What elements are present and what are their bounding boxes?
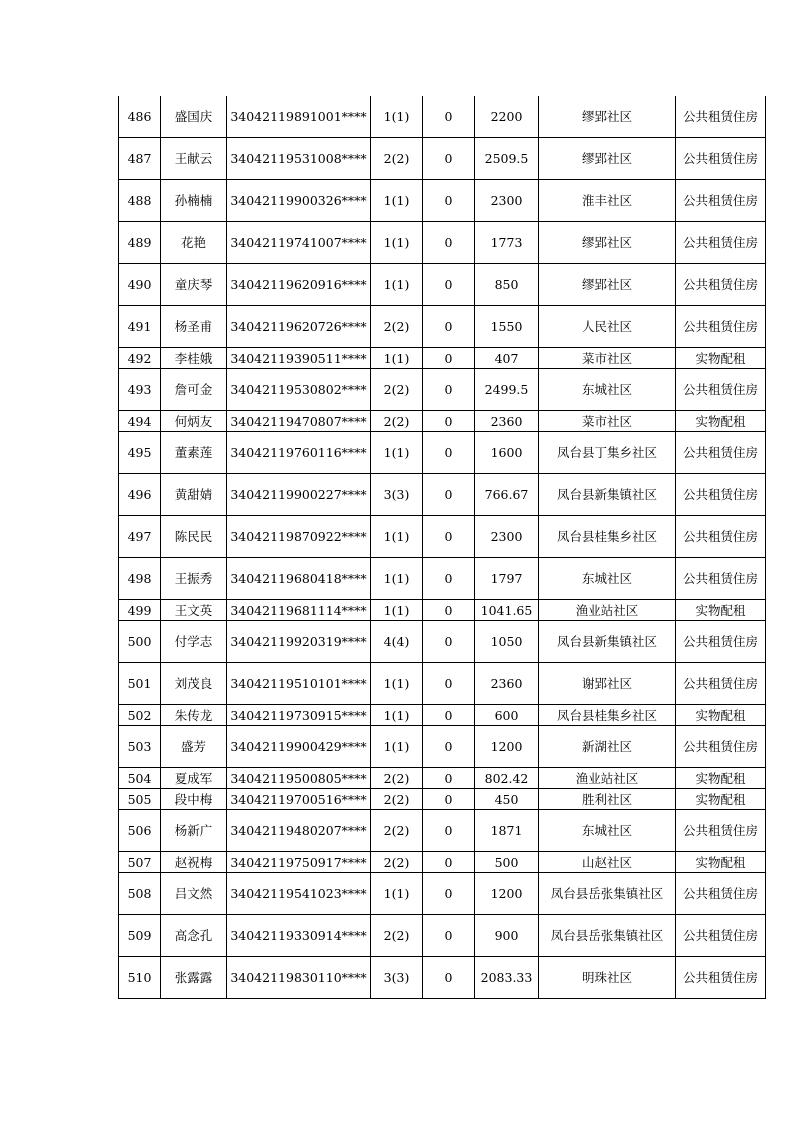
community-cell: 东城社区	[539, 369, 676, 411]
community-cell: 凤台县丁集乡社区	[539, 432, 676, 474]
table-row	[119, 705, 766, 726]
name-cell: 朱传龙	[161, 705, 227, 726]
row-number-cell: 487	[119, 138, 161, 180]
household-size-cell: 1(1)	[371, 705, 423, 726]
count-cell: 0	[423, 726, 475, 768]
id-number-cell: 34042119870922****	[227, 516, 371, 558]
community-cell: 谢郢社区	[539, 663, 676, 705]
count-cell: 0	[423, 411, 475, 432]
table-row	[119, 180, 766, 222]
amount-cell: 1041.65	[475, 600, 539, 621]
count-cell: 0	[423, 852, 475, 873]
housing-type-cell: 公共租赁住房	[676, 810, 766, 852]
row-number-cell: 488	[119, 180, 161, 222]
table-row	[119, 516, 766, 558]
table-row	[119, 663, 766, 705]
community-cell: 菜市社区	[539, 411, 676, 432]
community-cell: 渔业站社区	[539, 600, 676, 621]
amount-cell: 1773	[475, 222, 539, 264]
count-cell: 0	[423, 222, 475, 264]
count-cell: 0	[423, 348, 475, 369]
household-size-cell: 2(2)	[371, 369, 423, 411]
name-cell: 盛国庆	[161, 96, 227, 138]
household-size-cell: 2(2)	[371, 852, 423, 873]
household-size-cell: 2(2)	[371, 789, 423, 810]
table-row	[119, 789, 766, 810]
row-number-cell: 496	[119, 474, 161, 516]
housing-type-cell: 实物配租	[676, 789, 766, 810]
name-cell: 杨圣甫	[161, 306, 227, 348]
row-number-cell: 490	[119, 264, 161, 306]
household-size-cell: 1(1)	[371, 516, 423, 558]
amount-cell: 2300	[475, 180, 539, 222]
community-cell: 凤台县桂集乡社区	[539, 516, 676, 558]
row-number-cell: 493	[119, 369, 161, 411]
household-size-cell: 1(1)	[371, 180, 423, 222]
community-cell: 人民社区	[539, 306, 676, 348]
id-number-cell: 34042119500805****	[227, 768, 371, 789]
table-row	[119, 600, 766, 621]
count-cell: 0	[423, 705, 475, 726]
household-size-cell: 1(1)	[371, 558, 423, 600]
amount-cell: 2360	[475, 411, 539, 432]
table-row	[119, 852, 766, 873]
household-size-cell: 3(3)	[371, 957, 423, 999]
community-cell: 凤台县新集镇社区	[539, 621, 676, 663]
amount-cell: 2300	[475, 516, 539, 558]
household-size-cell: 2(2)	[371, 768, 423, 789]
amount-cell: 1871	[475, 810, 539, 852]
amount-cell: 1550	[475, 306, 539, 348]
table-row	[119, 348, 766, 369]
name-cell: 刘茂良	[161, 663, 227, 705]
housing-type-cell: 公共租赁住房	[676, 306, 766, 348]
amount-cell: 2360	[475, 663, 539, 705]
housing-type-cell: 公共租赁住房	[676, 222, 766, 264]
name-cell: 童庆琴	[161, 264, 227, 306]
housing-type-cell: 公共租赁住房	[676, 621, 766, 663]
id-number-cell: 34042119541023****	[227, 873, 371, 915]
name-cell: 詹可金	[161, 369, 227, 411]
id-number-cell: 34042119741007****	[227, 222, 371, 264]
community-cell: 缪郢社区	[539, 138, 676, 180]
community-cell: 缪郢社区	[539, 96, 676, 138]
housing-type-cell: 实物配租	[676, 705, 766, 726]
count-cell: 0	[423, 264, 475, 306]
community-cell: 山赵社区	[539, 852, 676, 873]
household-size-cell: 1(1)	[371, 348, 423, 369]
name-cell: 王文英	[161, 600, 227, 621]
id-number-cell: 34042119900227****	[227, 474, 371, 516]
amount-cell: 500	[475, 852, 539, 873]
count-cell: 0	[423, 600, 475, 621]
table-row	[119, 726, 766, 768]
household-size-cell: 4(4)	[371, 621, 423, 663]
household-size-cell: 2(2)	[371, 138, 423, 180]
community-cell: 东城社区	[539, 810, 676, 852]
id-number-cell: 34042119470807****	[227, 411, 371, 432]
id-number-cell: 34042119330914****	[227, 915, 371, 957]
count-cell: 0	[423, 957, 475, 999]
household-size-cell: 1(1)	[371, 96, 423, 138]
amount-cell: 2083.33	[475, 957, 539, 999]
community-cell: 东城社区	[539, 558, 676, 600]
row-number-cell: 510	[119, 957, 161, 999]
amount-cell: 1200	[475, 726, 539, 768]
housing-type-cell: 公共租赁住房	[676, 369, 766, 411]
household-size-cell: 1(1)	[371, 222, 423, 264]
count-cell: 0	[423, 432, 475, 474]
id-number-cell: 34042119900429****	[227, 726, 371, 768]
name-cell: 孙楠楠	[161, 180, 227, 222]
community-cell: 凤台县新集镇社区	[539, 474, 676, 516]
community-cell: 缪郢社区	[539, 222, 676, 264]
amount-cell: 900	[475, 915, 539, 957]
row-number-cell: 506	[119, 810, 161, 852]
count-cell: 0	[423, 621, 475, 663]
name-cell: 张露露	[161, 957, 227, 999]
id-number-cell: 34042119510101****	[227, 663, 371, 705]
name-cell: 高念孔	[161, 915, 227, 957]
row-number-cell: 491	[119, 306, 161, 348]
housing-type-cell: 公共租赁住房	[676, 957, 766, 999]
count-cell: 0	[423, 789, 475, 810]
community-cell: 新湖社区	[539, 726, 676, 768]
count-cell: 0	[423, 306, 475, 348]
name-cell: 段中梅	[161, 789, 227, 810]
id-number-cell: 34042119760116****	[227, 432, 371, 474]
row-number-cell: 507	[119, 852, 161, 873]
name-cell: 何炳友	[161, 411, 227, 432]
housing-type-cell: 公共租赁住房	[676, 663, 766, 705]
household-size-cell: 2(2)	[371, 915, 423, 957]
id-number-cell: 34042119681114****	[227, 600, 371, 621]
id-number-cell: 34042119900326****	[227, 180, 371, 222]
id-number-cell: 34042119480207****	[227, 810, 371, 852]
table-row	[119, 369, 766, 411]
table-row	[119, 306, 766, 348]
household-size-cell: 2(2)	[371, 306, 423, 348]
count-cell: 0	[423, 558, 475, 600]
id-number-cell: 34042119830110****	[227, 957, 371, 999]
row-number-cell: 505	[119, 789, 161, 810]
name-cell: 赵祝梅	[161, 852, 227, 873]
name-cell: 黄甜婧	[161, 474, 227, 516]
household-size-cell: 1(1)	[371, 600, 423, 621]
count-cell: 0	[423, 369, 475, 411]
housing-type-cell: 实物配租	[676, 852, 766, 873]
name-cell: 董素莲	[161, 432, 227, 474]
table-row	[119, 264, 766, 306]
table-row	[119, 96, 766, 138]
name-cell: 杨新广	[161, 810, 227, 852]
amount-cell: 766.67	[475, 474, 539, 516]
community-cell: 凤台县桂集乡社区	[539, 705, 676, 726]
id-number-cell: 34042119620726****	[227, 306, 371, 348]
housing-type-cell: 公共租赁住房	[676, 915, 766, 957]
amount-cell: 2499.5	[475, 369, 539, 411]
housing-type-cell: 公共租赁住房	[676, 264, 766, 306]
housing-allocation-table	[118, 96, 766, 999]
name-cell: 盛芳	[161, 726, 227, 768]
table-row	[119, 915, 766, 957]
housing-type-cell: 公共租赁住房	[676, 726, 766, 768]
household-size-cell: 2(2)	[371, 411, 423, 432]
row-number-cell: 494	[119, 411, 161, 432]
table-row	[119, 411, 766, 432]
id-number-cell: 34042119891001****	[227, 96, 371, 138]
housing-type-cell: 公共租赁住房	[676, 96, 766, 138]
community-cell: 渔业站社区	[539, 768, 676, 789]
housing-type-cell: 公共租赁住房	[676, 558, 766, 600]
count-cell: 0	[423, 474, 475, 516]
household-size-cell: 1(1)	[371, 663, 423, 705]
name-cell: 付学志	[161, 621, 227, 663]
row-number-cell: 486	[119, 96, 161, 138]
row-number-cell: 489	[119, 222, 161, 264]
community-cell: 明珠社区	[539, 957, 676, 999]
household-size-cell: 1(1)	[371, 432, 423, 474]
table-row	[119, 873, 766, 915]
row-number-cell: 503	[119, 726, 161, 768]
id-number-cell: 34042119920319****	[227, 621, 371, 663]
count-cell: 0	[423, 873, 475, 915]
row-number-cell: 508	[119, 873, 161, 915]
name-cell: 夏成军	[161, 768, 227, 789]
table-row	[119, 621, 766, 663]
row-number-cell: 498	[119, 558, 161, 600]
id-number-cell: 34042119750917****	[227, 852, 371, 873]
table-row	[119, 558, 766, 600]
amount-cell: 450	[475, 789, 539, 810]
id-number-cell: 34042119530802****	[227, 369, 371, 411]
table-row	[119, 138, 766, 180]
housing-type-cell: 公共租赁住房	[676, 873, 766, 915]
name-cell: 王振秀	[161, 558, 227, 600]
community-cell: 凤台县岳张集镇社区	[539, 873, 676, 915]
amount-cell: 1050	[475, 621, 539, 663]
count-cell: 0	[423, 768, 475, 789]
household-size-cell: 1(1)	[371, 726, 423, 768]
table-body	[119, 96, 766, 999]
table-row	[119, 768, 766, 789]
housing-type-cell: 实物配租	[676, 600, 766, 621]
household-size-cell: 1(1)	[371, 264, 423, 306]
count-cell: 0	[423, 180, 475, 222]
row-number-cell: 500	[119, 621, 161, 663]
household-size-cell: 2(2)	[371, 810, 423, 852]
count-cell: 0	[423, 96, 475, 138]
housing-type-cell: 公共租赁住房	[676, 474, 766, 516]
id-number-cell: 34042119620916****	[227, 264, 371, 306]
community-cell: 菜市社区	[539, 348, 676, 369]
table-row	[119, 957, 766, 999]
housing-type-cell: 实物配租	[676, 348, 766, 369]
id-number-cell: 34042119531008****	[227, 138, 371, 180]
amount-cell: 600	[475, 705, 539, 726]
row-number-cell: 499	[119, 600, 161, 621]
row-number-cell: 502	[119, 705, 161, 726]
name-cell: 吕文然	[161, 873, 227, 915]
row-number-cell: 492	[119, 348, 161, 369]
housing-type-cell: 公共租赁住房	[676, 138, 766, 180]
name-cell: 花艳	[161, 222, 227, 264]
count-cell: 0	[423, 663, 475, 705]
name-cell: 王献云	[161, 138, 227, 180]
count-cell: 0	[423, 138, 475, 180]
id-number-cell: 34042119700516****	[227, 789, 371, 810]
row-number-cell: 504	[119, 768, 161, 789]
name-cell: 李桂娥	[161, 348, 227, 369]
table-row	[119, 222, 766, 264]
table-row	[119, 474, 766, 516]
table-row	[119, 432, 766, 474]
row-number-cell: 495	[119, 432, 161, 474]
id-number-cell: 34042119390511****	[227, 348, 371, 369]
community-cell: 淮丰社区	[539, 180, 676, 222]
name-cell: 陈民民	[161, 516, 227, 558]
housing-type-cell: 实物配租	[676, 411, 766, 432]
table-row	[119, 810, 766, 852]
count-cell: 0	[423, 810, 475, 852]
household-size-cell: 1(1)	[371, 873, 423, 915]
housing-type-cell: 公共租赁住房	[676, 432, 766, 474]
housing-type-cell: 实物配租	[676, 768, 766, 789]
amount-cell: 407	[475, 348, 539, 369]
amount-cell: 1600	[475, 432, 539, 474]
id-number-cell: 34042119680418****	[227, 558, 371, 600]
id-number-cell: 34042119730915****	[227, 705, 371, 726]
amount-cell: 2200	[475, 96, 539, 138]
row-number-cell: 509	[119, 915, 161, 957]
amount-cell: 802.42	[475, 768, 539, 789]
community-cell: 凤台县岳张集镇社区	[539, 915, 676, 957]
amount-cell: 850	[475, 264, 539, 306]
household-size-cell: 3(3)	[371, 474, 423, 516]
count-cell: 0	[423, 516, 475, 558]
amount-cell: 2509.5	[475, 138, 539, 180]
housing-type-cell: 公共租赁住房	[676, 180, 766, 222]
count-cell: 0	[423, 915, 475, 957]
row-number-cell: 501	[119, 663, 161, 705]
amount-cell: 1200	[475, 873, 539, 915]
amount-cell: 1797	[475, 558, 539, 600]
community-cell: 缪郢社区	[539, 264, 676, 306]
housing-type-cell: 公共租赁住房	[676, 516, 766, 558]
community-cell: 胜利社区	[539, 789, 676, 810]
row-number-cell: 497	[119, 516, 161, 558]
